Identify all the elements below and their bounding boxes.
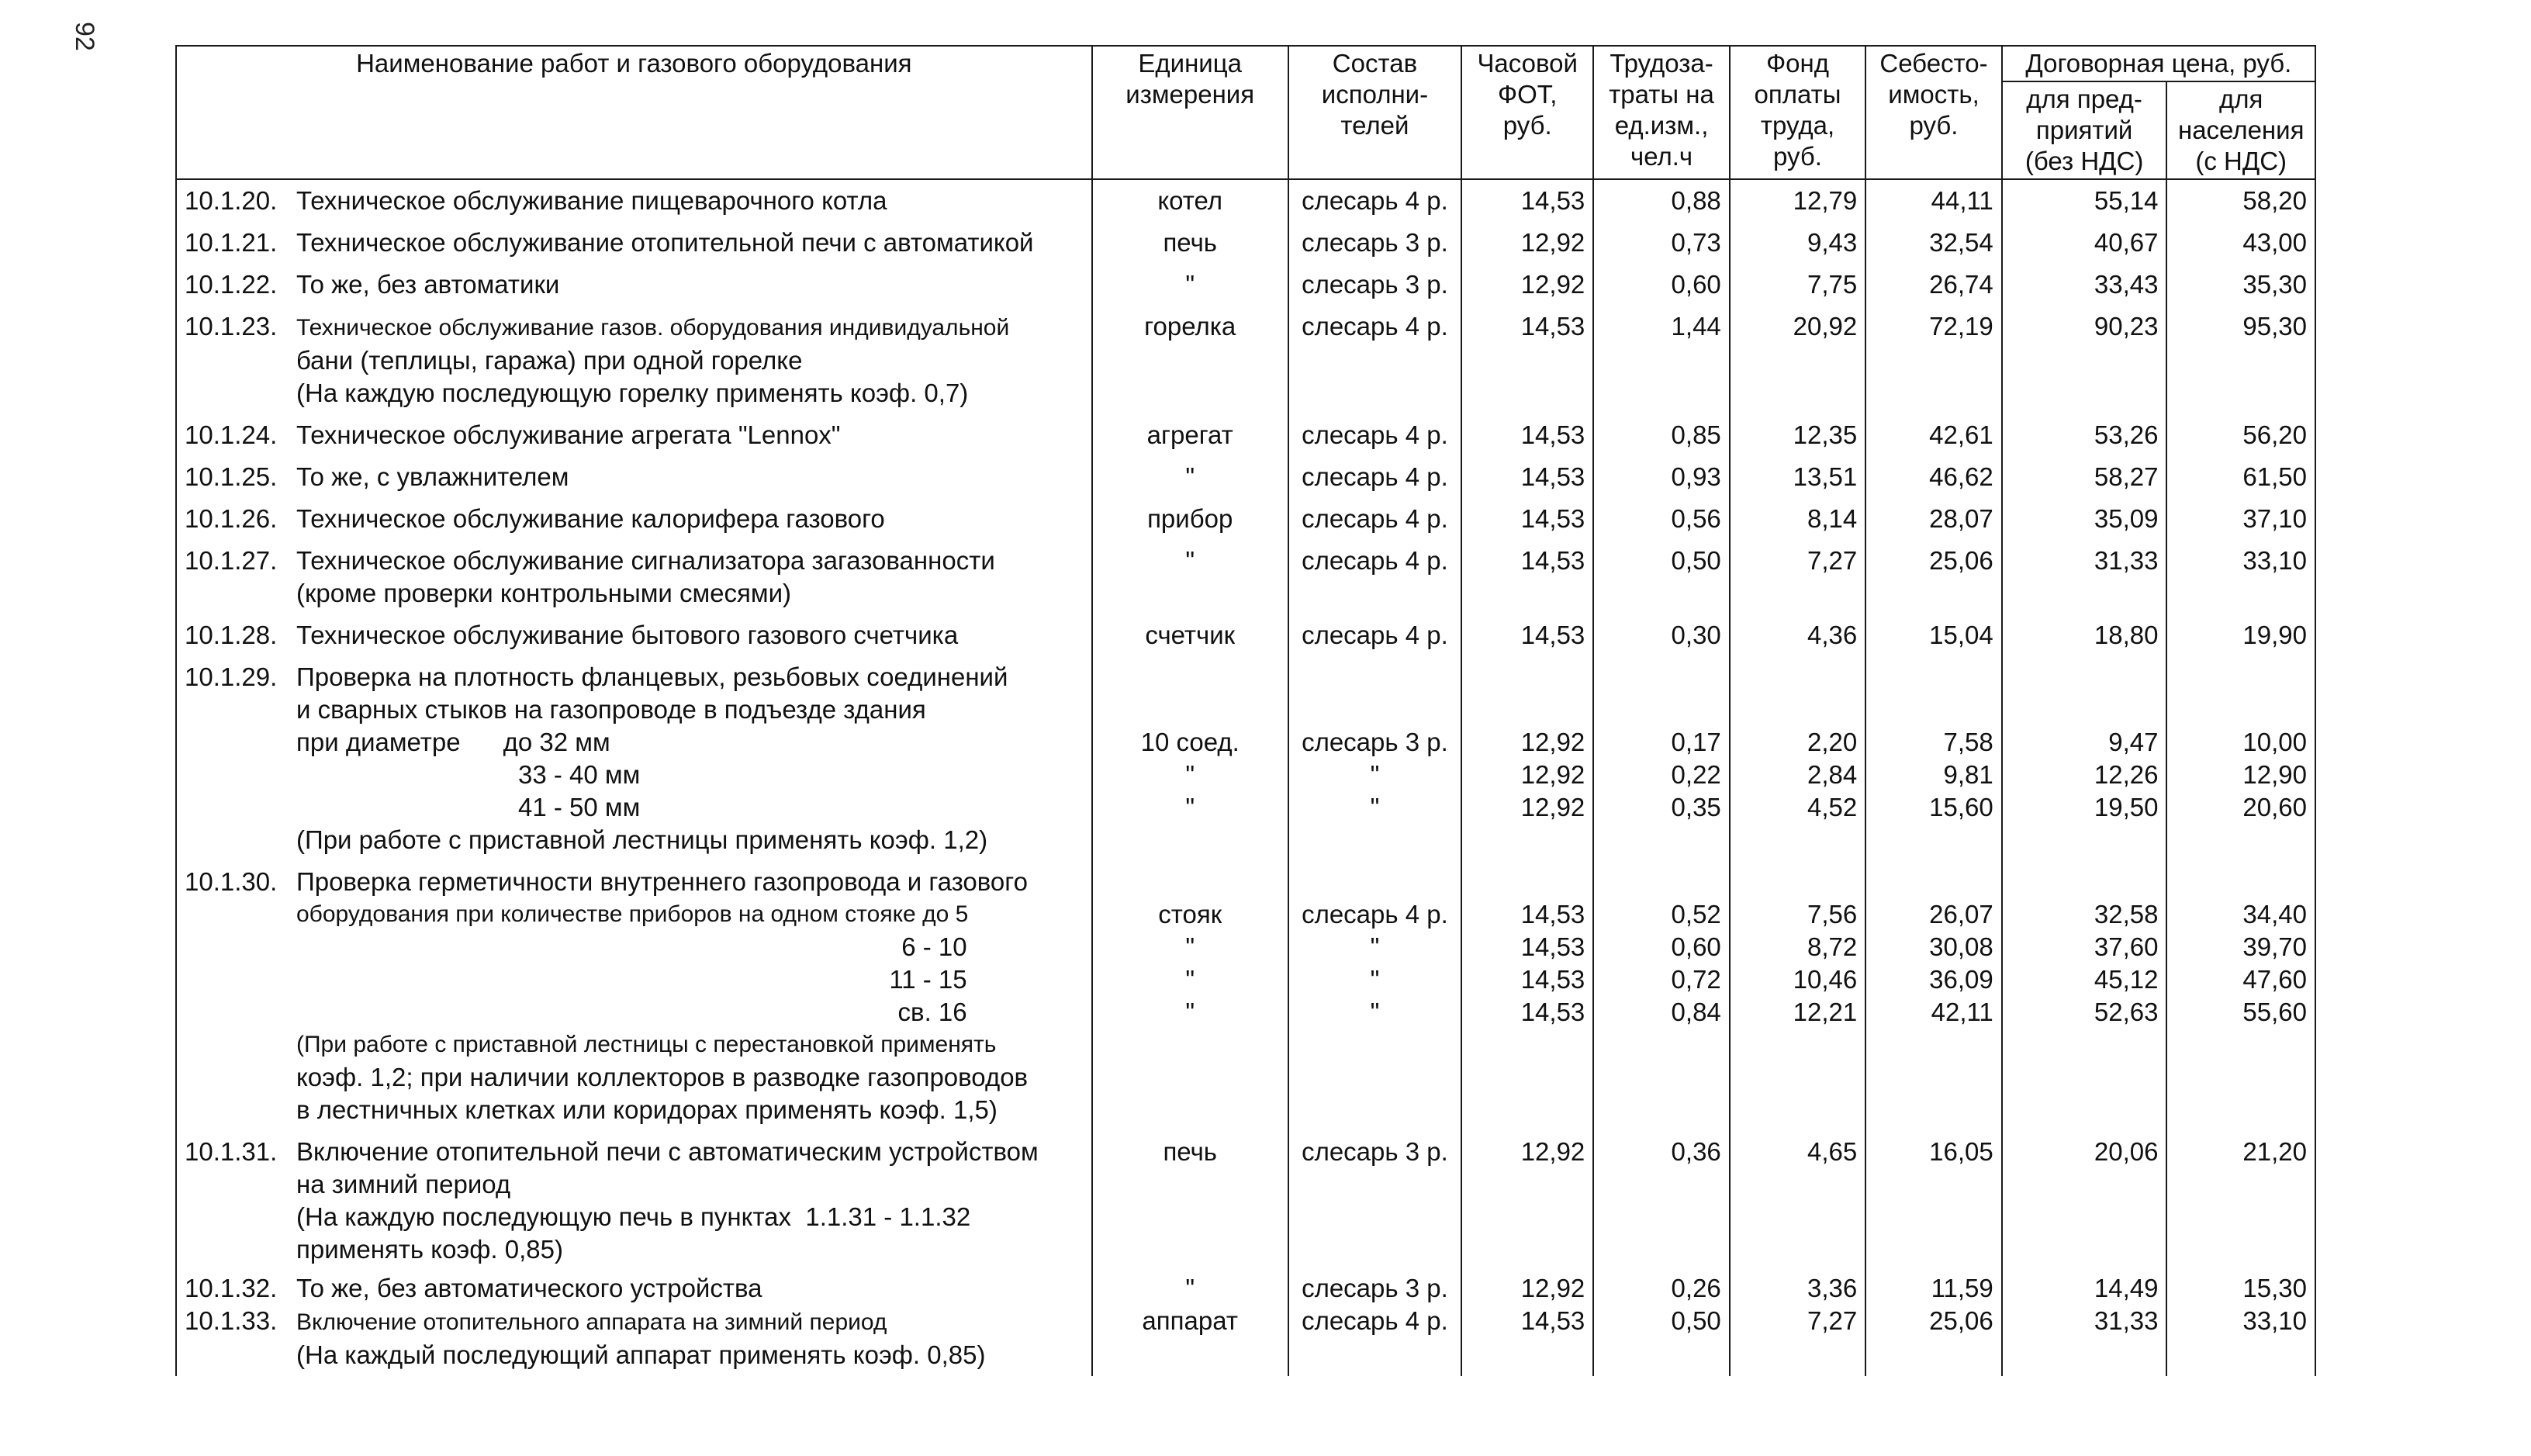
row-fund: 8,72 <box>1807 932 1858 961</box>
row-price-population: 56,20 <box>2166 414 2315 456</box>
row-price-population: 34,40 <box>2242 900 2307 929</box>
row-unit: горелка <box>1092 306 1288 414</box>
header-name: Наименование работ и газового оборудования <box>176 46 1092 179</box>
row-labor: 0,50 <box>1593 540 1729 614</box>
row-price-enterprise: 12,26 <box>2094 760 2159 789</box>
header-rate: Часовой ФОТ, руб. <box>1461 46 1593 179</box>
row-unit: агрегат <box>1092 414 1288 456</box>
row-name: Техническое обслуживание газов. оборудования индивидуальной <box>296 315 1010 341</box>
row-name: Техническое обслуживание калорифера газового <box>296 504 885 533</box>
row-unit: " <box>1185 932 1195 961</box>
row-fund: 7,27 <box>1730 1305 1865 1376</box>
row-price-population: 58,20 <box>2166 179 2315 222</box>
row-name-continued: бани (теплицы, гаража) при одной горелке <box>296 346 803 375</box>
row-fund: 10,46 <box>1793 965 1858 994</box>
row-labor: 0,60 <box>1593 264 1729 306</box>
row-labor: 0,93 <box>1593 456 1729 498</box>
row-cost: 72,19 <box>1865 306 2001 414</box>
row-code: 10.1.30. <box>185 867 278 896</box>
row-cost: 46,62 <box>1865 456 2001 498</box>
row-name: Включение отопительной печи с автоматическим устройством <box>296 1137 1039 1166</box>
row-labor: 0,22 <box>1671 760 1721 789</box>
price-table <box>175 45 2316 1376</box>
row-name-continued: на зимний период <box>296 1170 511 1198</box>
row-price-enterprise: 37,60 <box>2094 932 2159 961</box>
row-name: Техническое обслуживание агрегата "Lennox" <box>296 420 841 449</box>
row-code: 10.1.32. <box>185 1274 278 1302</box>
row-note: (На каждую последующую печь в пунктах 1.1.31 - 1.1.32 <box>296 1202 971 1231</box>
row-sub-label: 41 - 50 мм <box>518 793 641 821</box>
row-name: Включение отопительного аппарата на зимний период <box>296 1309 887 1335</box>
row-fund: 7,27 <box>1730 540 1865 614</box>
row-name: То же, с увлажнителем <box>296 462 569 491</box>
row-labor: 0,17 <box>1671 728 1721 756</box>
row-rate: 14,53 <box>1461 456 1593 498</box>
row-fund: 3,36 <box>1730 1271 1865 1305</box>
row-name: Техническое обслуживание отопительной печи с автоматикой <box>296 228 1034 257</box>
row-price-enterprise: 90,23 <box>2002 306 2167 414</box>
row-fund: 7,56 <box>1807 900 1858 929</box>
row-price-population: 55,60 <box>2242 998 2307 1026</box>
row-labor: 0,26 <box>1593 1271 1729 1305</box>
row-crew: слесарь 4 р. <box>1288 456 1461 498</box>
row-crew: слесарь 4 р. <box>1288 540 1461 614</box>
row-unit: прибор <box>1092 498 1288 540</box>
row-price-enterprise: 20,06 <box>2002 1131 2167 1271</box>
row-crew: слесарь 4 р. <box>1288 1305 1461 1376</box>
row-rate: 14,53 <box>1520 965 1585 994</box>
row-price-population: 35,30 <box>2166 264 2315 306</box>
row-crew: " <box>1370 965 1380 994</box>
row-cost: 16,05 <box>1865 1131 2001 1271</box>
row-sub-label: св. 16 <box>897 998 967 1026</box>
row-fund: 13,51 <box>1730 456 1865 498</box>
row-rate: 12,92 <box>1461 264 1593 306</box>
table-row <box>176 1271 2315 1305</box>
row-crew: слесарь 4 р. <box>1288 498 1461 540</box>
row-labor: 0,85 <box>1593 414 1729 456</box>
table-row <box>176 1305 2315 1376</box>
row-unit: " <box>1092 456 1288 498</box>
row-fund: 9,43 <box>1730 222 1865 264</box>
row-crew: слесарь 4 р. <box>1288 306 1461 414</box>
header-contract-price: Договорная цена, руб. <box>2002 46 2315 81</box>
header-cost: Себесто-имость, руб. <box>1865 46 2001 179</box>
table-row <box>176 614 2315 656</box>
row-unit: стояк <box>1158 900 1222 929</box>
row-cost: 26,07 <box>1929 900 1993 929</box>
row-code: 10.1.24. <box>185 420 278 449</box>
row-rate: 12,92 <box>1461 1131 1593 1271</box>
table-row <box>176 179 2315 222</box>
row-cost: 44,11 <box>1865 179 2001 222</box>
row-code: 10.1.27. <box>185 546 278 575</box>
row-fund: 4,65 <box>1730 1131 1865 1271</box>
row-note: в лестничных клетках или коридорах применять коэф. 1,5) <box>296 1095 998 1124</box>
table-row <box>176 264 2315 306</box>
row-fund: 2,20 <box>1807 728 1858 756</box>
row-cost: 42,61 <box>1865 414 2001 456</box>
row-sub-label: 11 - 15 <box>889 965 967 994</box>
row-fund: 12,35 <box>1730 414 1865 456</box>
table-row <box>176 414 2315 456</box>
table-row <box>176 540 2315 614</box>
row-crew: слесарь 4 р. <box>1288 414 1461 456</box>
row-crew: слесарь 4 р. <box>1302 900 1448 929</box>
row-unit: " <box>1092 264 1288 306</box>
table-row <box>176 1131 2315 1271</box>
row-unit: " <box>1185 793 1195 821</box>
row-sub-label: 6 - 10 <box>901 932 967 961</box>
row-cost: 25,06 <box>1865 1305 2001 1376</box>
row-rate: 14,53 <box>1520 900 1585 929</box>
row-labor: 0,73 <box>1593 222 1729 264</box>
row-rate: 12,92 <box>1520 793 1585 821</box>
row-fund: 4,52 <box>1807 793 1858 821</box>
row-crew: слесарь 4 р. <box>1288 614 1461 656</box>
row-rate: 12,92 <box>1520 728 1585 756</box>
table-row <box>176 861 2315 1131</box>
table-row <box>176 306 2315 414</box>
row-price-population: 12,90 <box>2242 760 2307 789</box>
row-price-population: 95,30 <box>2166 306 2315 414</box>
page-number: 92 <box>70 22 99 51</box>
row-rate: 14,53 <box>1461 498 1593 540</box>
row-rate: 14,53 <box>1461 540 1593 614</box>
row-sub-label: 33 - 40 мм <box>518 760 641 789</box>
row-crew: слесарь 3 р. <box>1288 222 1461 264</box>
row-cost: 26,74 <box>1865 264 2001 306</box>
row-unit: котел <box>1092 179 1288 222</box>
row-price-population: 19,90 <box>2166 614 2315 656</box>
row-price-enterprise: 45,12 <box>2094 965 2159 994</box>
row-price-population: 61,50 <box>2166 456 2315 498</box>
row-labor: 0,35 <box>1671 793 1721 821</box>
row-cost: 15,60 <box>1929 793 1993 821</box>
row-fund: 4,36 <box>1730 614 1865 656</box>
row-code: 10.1.21. <box>185 228 278 257</box>
row-labor: 0,88 <box>1593 179 1729 222</box>
row-crew: " <box>1370 932 1380 961</box>
row-unit: 10 соед. <box>1140 728 1240 756</box>
row-price-enterprise: 52,63 <box>2094 998 2159 1026</box>
row-note: (При работе с приставной лестницы применять коэф. 1,2) <box>296 825 988 854</box>
row-name: Проверка на плотность фланцевых, резьбовых соединений <box>296 662 1008 691</box>
row-code: 10.1.33. <box>185 1306 278 1335</box>
row-price-enterprise: 32,58 <box>2094 900 2159 929</box>
header-labor: Трудоза-траты на ед.изм., чел.ч <box>1593 46 1729 179</box>
row-cost: 32,54 <box>1865 222 2001 264</box>
header-fund: Фонд оплаты труда, руб. <box>1730 46 1865 179</box>
header-enterprise: для пред-приятий (без НДС) <box>2002 81 2167 179</box>
row-price-population: 33,10 <box>2166 1305 2315 1376</box>
row-code: 10.1.29. <box>185 662 278 691</box>
row-price-enterprise: 31,33 <box>2002 1305 2167 1376</box>
row-price-enterprise: 35,09 <box>2002 498 2167 540</box>
row-labor: 0,72 <box>1671 965 1721 994</box>
row-price-population: 37,10 <box>2166 498 2315 540</box>
row-name-continued: и сварных стыков на газопроводе в подъезде здания <box>296 695 926 724</box>
header-unit: Единица измерения <box>1092 46 1288 179</box>
row-fund: 8,14 <box>1730 498 1865 540</box>
row-crew: " <box>1370 998 1380 1026</box>
row-crew: слесарь 3 р. <box>1302 728 1448 756</box>
row-unit: " <box>1185 998 1195 1026</box>
row-fund: 7,75 <box>1730 264 1865 306</box>
row-price-enterprise: 40,67 <box>2002 222 2167 264</box>
row-labor: 0,84 <box>1671 998 1721 1026</box>
row-price-enterprise: 33,43 <box>2002 264 2167 306</box>
row-note: применять коэф. 0,85) <box>296 1235 563 1264</box>
row-note: (На каждый последующий аппарат применять коэф. 0,85) <box>296 1340 986 1369</box>
row-code: 10.1.20. <box>185 186 278 215</box>
row-name: Техническое обслуживание пищеварочного котла <box>296 186 887 215</box>
row-labor: 0,50 <box>1593 1305 1729 1376</box>
row-rate: 12,92 <box>1461 222 1593 264</box>
row-labor: 0,52 <box>1671 900 1721 929</box>
row-price-population: 15,30 <box>2166 1271 2315 1305</box>
row-price-population: 39,70 <box>2242 932 2307 961</box>
row-code: 10.1.25. <box>185 462 278 491</box>
row-crew: " <box>1370 793 1380 821</box>
row-fund: 12,79 <box>1730 179 1865 222</box>
row-code: 10.1.28. <box>185 621 278 649</box>
row-unit: " <box>1092 1271 1288 1305</box>
row-price-population: 20,60 <box>2242 793 2307 821</box>
row-code: 10.1.23. <box>185 312 278 341</box>
row-crew: слесарь 4 р. <box>1288 179 1461 222</box>
row-price-enterprise: 58,27 <box>2002 456 2167 498</box>
table-row <box>176 656 2315 861</box>
row-cost: 15,04 <box>1865 614 2001 656</box>
row-labor: 0,60 <box>1671 932 1721 961</box>
header-population: для населения (с НДС) <box>2166 81 2315 179</box>
row-name: Проверка герметичности внутреннего газопровода и газового <box>296 867 1028 896</box>
row-name: Техническое обслуживание сигнализатора загазованности <box>296 546 995 575</box>
row-price-population: 43,00 <box>2166 222 2315 264</box>
row-unit: аппарат <box>1092 1305 1288 1376</box>
row-unit: счетчик <box>1092 614 1288 656</box>
row-rate: 14,53 <box>1461 414 1593 456</box>
row-unit: " <box>1185 965 1195 994</box>
table-row <box>176 222 2315 264</box>
row-rate: 14,53 <box>1520 932 1585 961</box>
row-name: То же, без автоматического устройства <box>296 1274 762 1302</box>
row-price-population: 21,20 <box>2166 1131 2315 1271</box>
row-fund: 20,92 <box>1730 306 1865 414</box>
row-unit: " <box>1185 760 1195 789</box>
row-price-enterprise: 14,49 <box>2002 1271 2167 1305</box>
row-price-enterprise: 18,80 <box>2002 614 2167 656</box>
row-fund: 2,84 <box>1807 760 1858 789</box>
row-price-population: 47,60 <box>2242 965 2307 994</box>
row-crew: " <box>1370 760 1380 789</box>
row-price-enterprise: 31,33 <box>2002 540 2167 614</box>
row-crew: слесарь 3 р. <box>1288 264 1461 306</box>
row-rate: 14,53 <box>1461 306 1593 414</box>
row-code: 10.1.31. <box>185 1137 278 1166</box>
row-rate: 14,53 <box>1461 1305 1593 1376</box>
row-crew: слесарь 3 р. <box>1288 1131 1461 1271</box>
row-cost: 36,09 <box>1929 965 1993 994</box>
row-rate: 12,92 <box>1520 760 1585 789</box>
row-cost: 25,06 <box>1865 540 2001 614</box>
row-unit: " <box>1092 540 1288 614</box>
row-cost: 30,08 <box>1929 932 1993 961</box>
row-note: коэф. 1,2; при наличии коллекторов в разводке газопроводов <box>296 1063 1029 1091</box>
row-rate: 14,53 <box>1461 614 1593 656</box>
row-name: То же, без автоматики <box>296 270 560 299</box>
row-price-enterprise: 53,26 <box>2002 414 2167 456</box>
row-note: (При работе с приставной лестницы с перестановкой применять <box>296 1032 997 1057</box>
row-labor: 0,30 <box>1593 614 1729 656</box>
row-crew: слесарь 3 р. <box>1288 1271 1461 1305</box>
row-name: Техническое обслуживание бытового газового счетчика <box>296 621 959 649</box>
row-rate: 12,92 <box>1461 1271 1593 1305</box>
row-name-continued: при диаметре до 32 мм <box>296 728 610 756</box>
row-code: 10.1.26. <box>185 504 278 533</box>
row-cost: 11,59 <box>1865 1271 2001 1305</box>
row-name-continued: (кроме проверки контрольными смесями) <box>296 579 792 607</box>
row-name-continued: оборудования при количестве приборов на одном стояке до 5 <box>296 901 969 927</box>
row-cost: 42,11 <box>1931 998 1993 1026</box>
row-labor: 0,36 <box>1593 1131 1729 1271</box>
row-note: (На каждую последующую горелку применять коэф. 0,7) <box>296 379 969 407</box>
row-labor: 0,56 <box>1593 498 1729 540</box>
row-cost: 9,81 <box>1943 760 1993 789</box>
header-crew: Состав исполни-телей <box>1288 46 1461 179</box>
row-price-population: 33,10 <box>2166 540 2315 614</box>
table-row <box>176 498 2315 540</box>
row-fund: 12,21 <box>1793 998 1858 1026</box>
row-labor: 1,44 <box>1593 306 1729 414</box>
row-price-enterprise: 9,47 <box>2108 728 2159 756</box>
row-unit: печь <box>1092 222 1288 264</box>
table-row <box>176 456 2315 498</box>
row-rate: 14,53 <box>1520 998 1585 1026</box>
row-price-enterprise: 55,14 <box>2002 179 2167 222</box>
row-price-population: 10,00 <box>2242 728 2307 756</box>
row-cost: 7,58 <box>1943 728 1993 756</box>
row-unit: печь <box>1092 1131 1288 1271</box>
row-code: 10.1.22. <box>185 270 278 299</box>
row-cost: 28,07 <box>1865 498 2001 540</box>
row-price-enterprise: 19,50 <box>2094 793 2159 821</box>
row-rate: 14,53 <box>1461 179 1593 222</box>
